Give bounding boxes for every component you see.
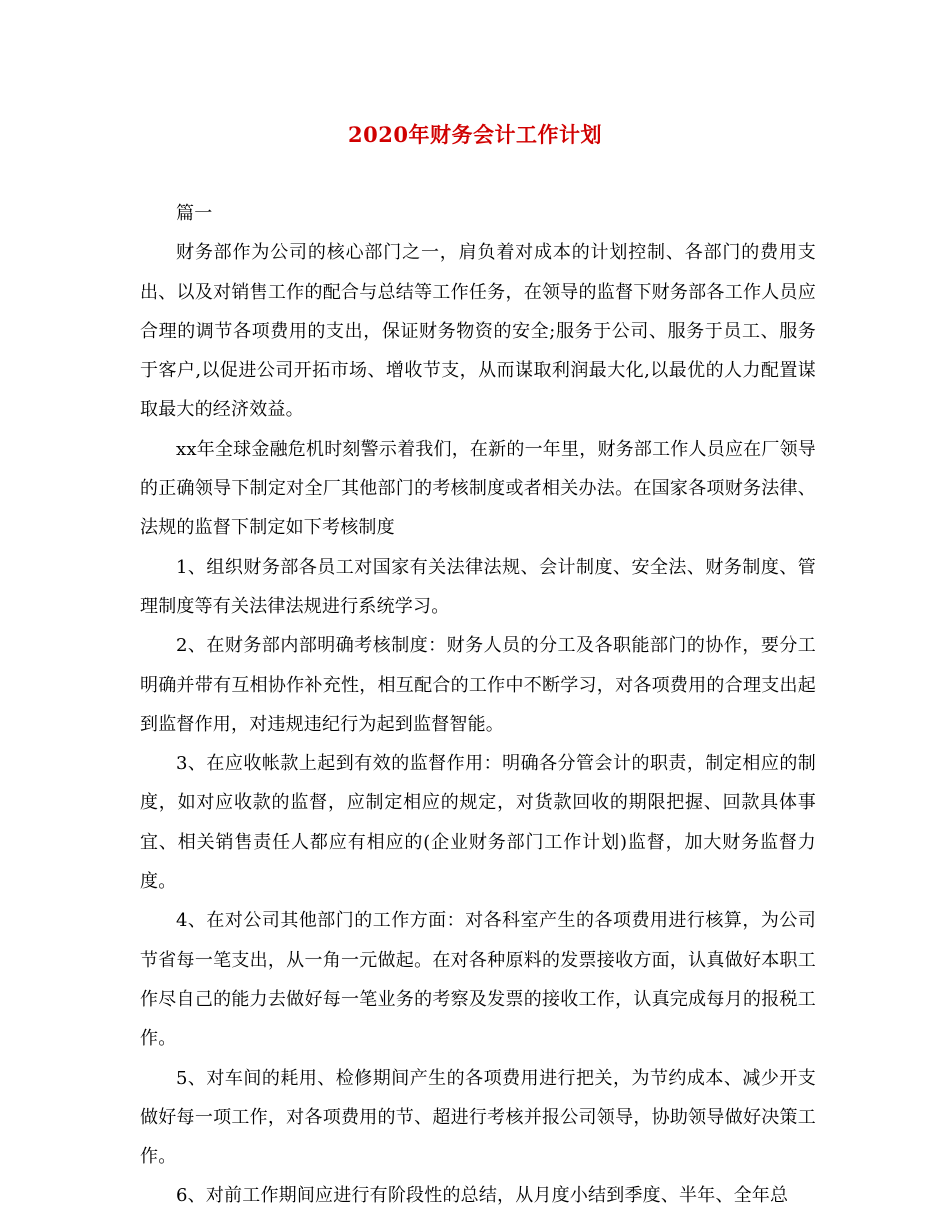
- paragraph-item-1: 1、组织财务部各员工对国家有关法律法规、会计制度、安全法、财务制度、管理制度等有关法律法规进行系统学习。: [140, 556, 816, 617]
- paragraph-item-3: 3、在应收帐款上起到有效的监督作用：明确各分管会计的职责，制定相应的制度，如对应收款的监督，应制定相应的规定，对货款回收的期限把握、回款具体事宜、相关销售责任人都应有相应的(企业财务部门工作计划)监督，加大财务监督力度。: [140, 753, 816, 893]
- document-body: [140, 194, 816, 1216]
- document-title: 2020年财务会计工作计划: [348, 122, 602, 147]
- paragraph-item-5: 5、对车间的耗用、检修期间产生的各项费用进行把关，为节约成本、减少开支做好每一项工作，对各项费用的节、超进行考核并报公司领导，协助领导做好决策工作。: [140, 1067, 816, 1168]
- paragraph-item-2: 2、在财务部内部明确考核制度：财务人员的分工及各职能部门的协作，要分工明确并带有互相协作补充性，相互配合的工作中不断学习，对各项费用的合理支出起到监督作用，对违规违纪行为起到监督智能。: [140, 635, 816, 735]
- paragraph-intro: 财务部作为公司的核心部门之一，肩负着对成本的计划控制、各部门的费用支出、以及对销售工作的配合与总结等工作任务，在领导的监督下财务部各工作人员应合理的调节各项费用的支出，保证财务物资的安全;服务于公司、服务于员工、服务于客户,以促进公司开拓市场、增收节支，从而谋取利润最大化,以最优的人力配置谋取最大的经济效益。: [140, 242, 816, 421]
- paragraph-item-4: 4、在对公司其他部门的工作方面：对各科室产生的各项费用进行核算，为公司节省每一笔支出，从一角一元做起。在对各种原料的发票接收方面，认真做好本职工作尽自己的能力去做好每一笔业务的考察及发票的接收工作，认真完成每月的报税工作。: [140, 910, 816, 1050]
- paragraph-section-label: 篇一: [176, 203, 213, 224]
- paragraph-item-6: 6、对前工作期间应进行有阶段性的总结，从月度小结到季度、半年、全年总: [176, 1185, 789, 1207]
- paragraph-financial-crisis: xx年全球金融危机时刻警示着我们，在新的一年里，财务部工作人员应在厂领导的正确领导下制定对全厂其他部门的考核制度或者相关办法。在国家各项财务法律、法规的监督下制定如下考核制度: [140, 438, 816, 539]
